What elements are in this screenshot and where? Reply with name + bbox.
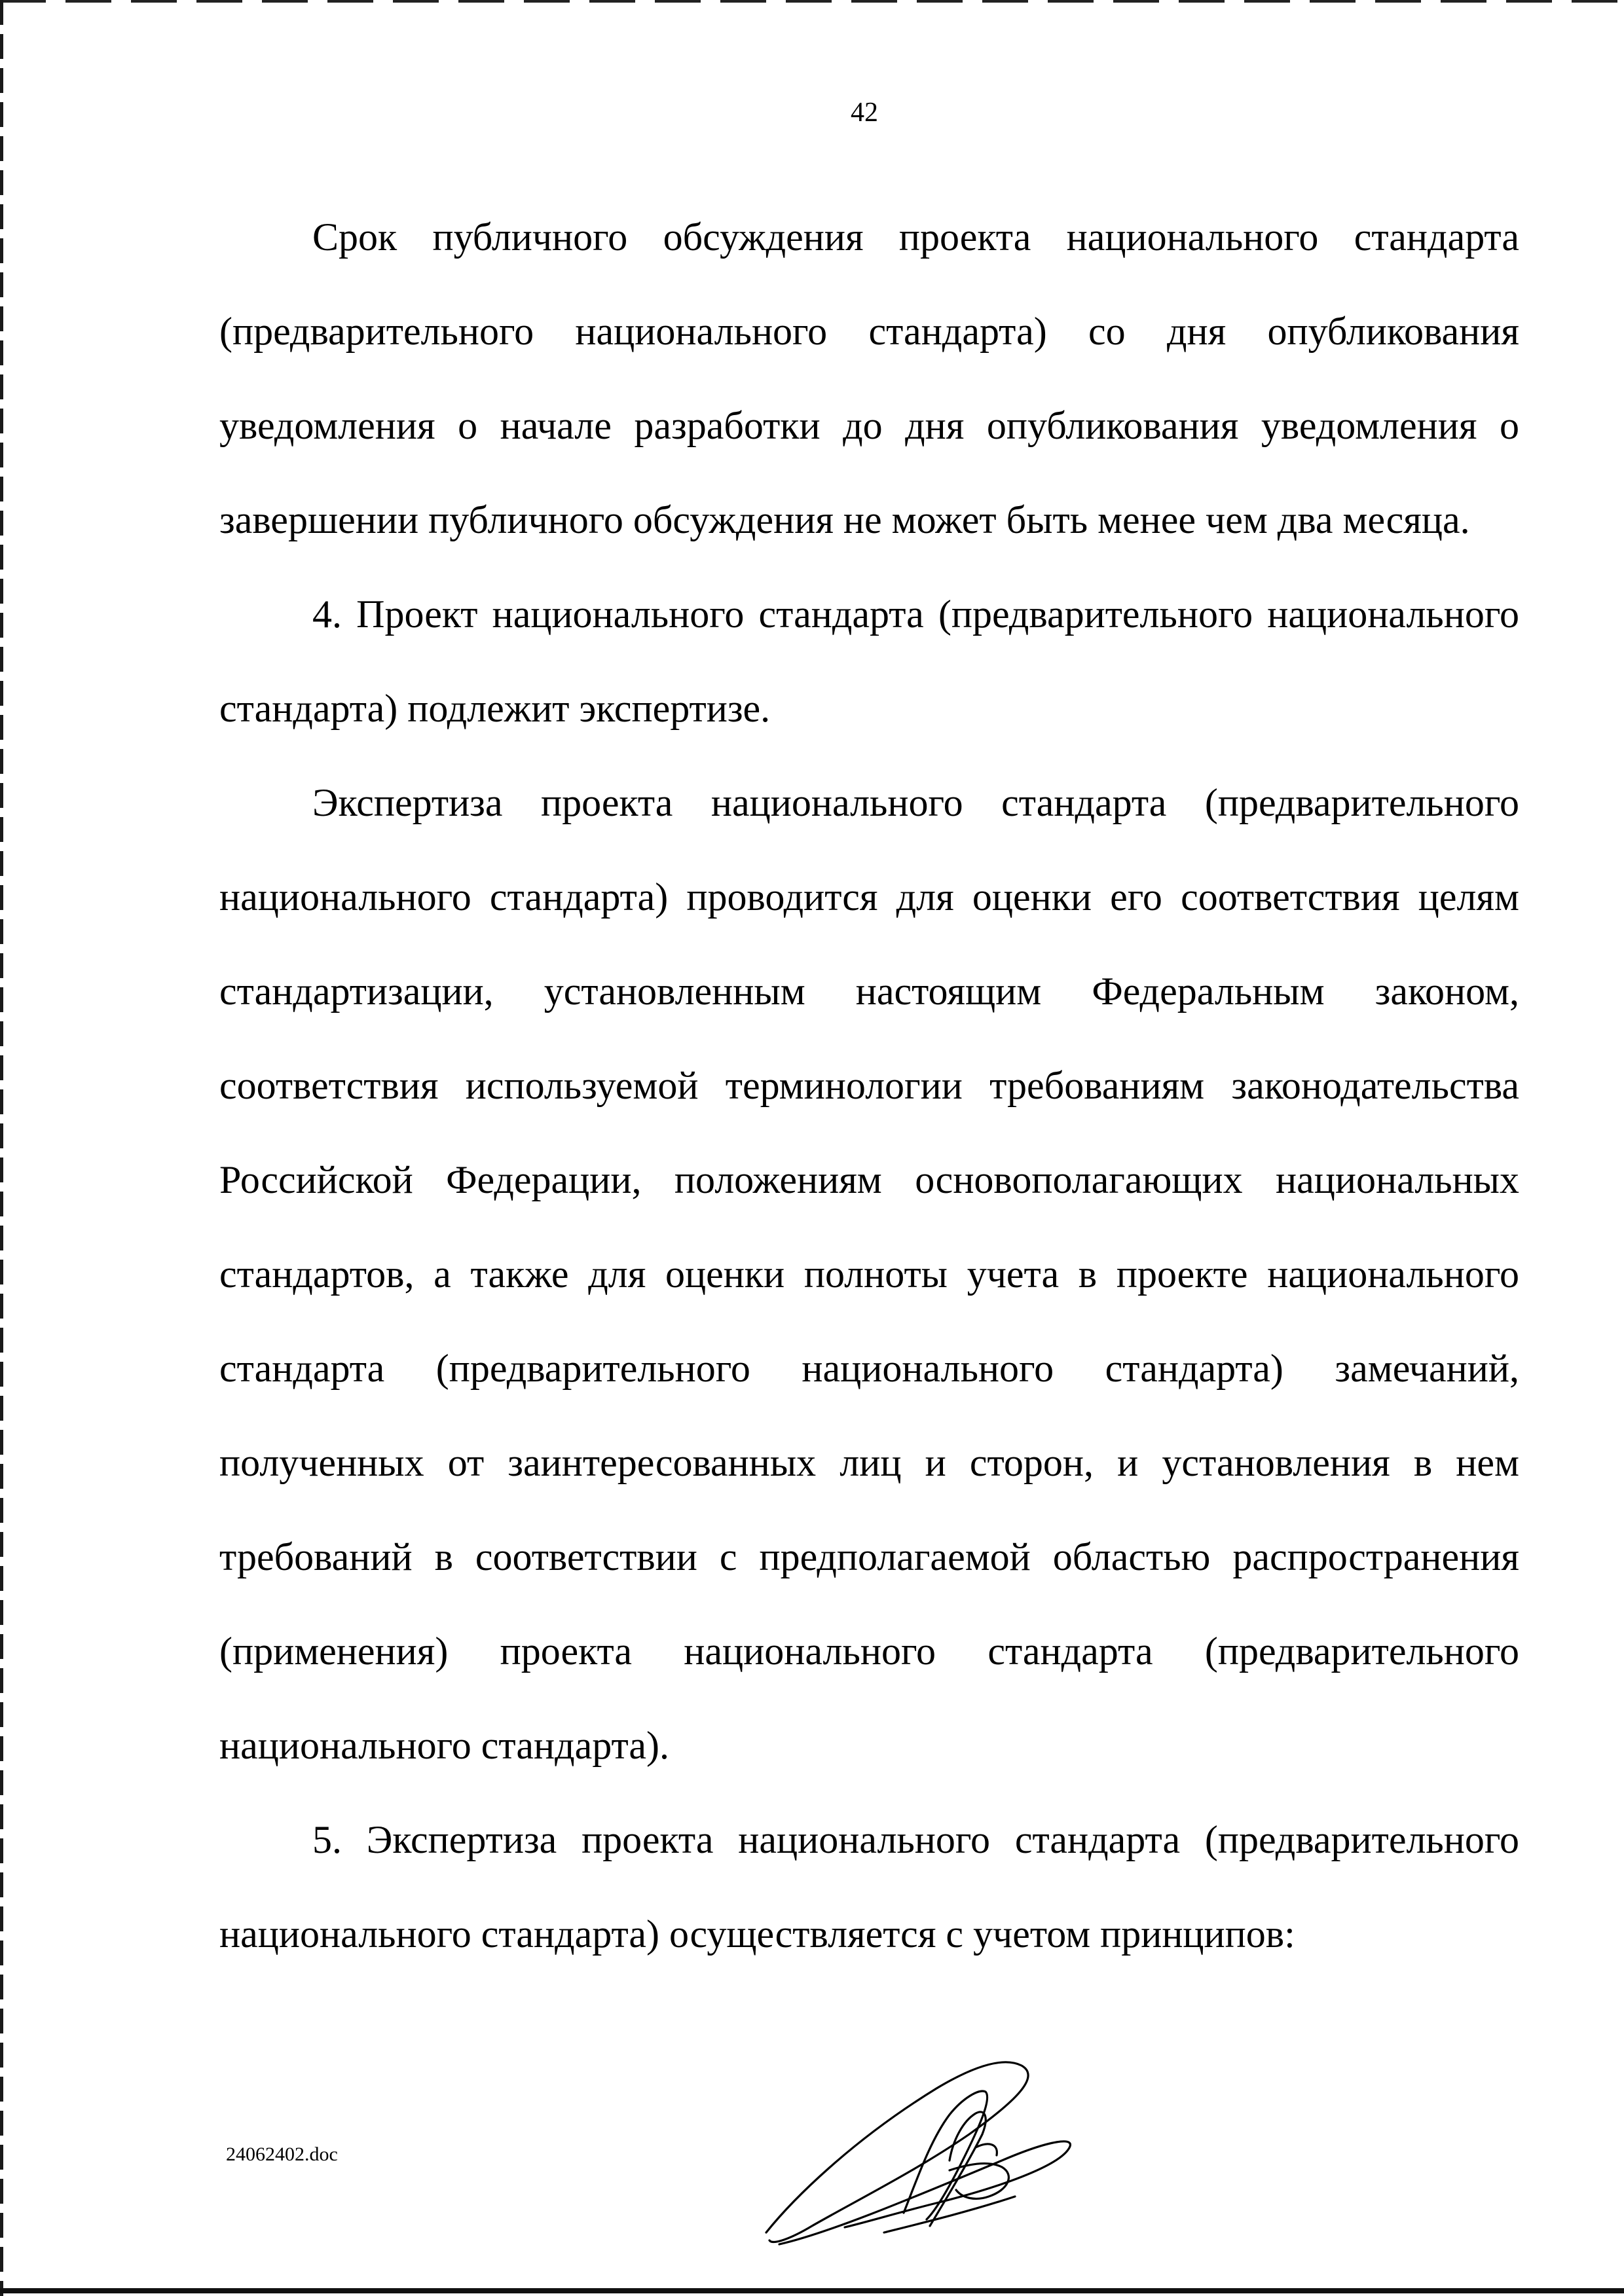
- paragraph-item-4: 4. Проект национального стандарта (предварительного национального стандарта) подлежит экспертизе.: [219, 592, 1519, 730]
- scan-edge-left: [0, 0, 3, 2296]
- page-number: 42: [851, 98, 878, 128]
- footer-file-name: 24062402.doc: [226, 2143, 338, 2165]
- paragraph-discussion-period: Срок публичного обсуждения проекта национального стандарта (предварительного национального стандарта) со дня опубликования уведомления о начале разработки до дня опубликования уведомления о завершении публичного обсуждения не может быть менее чем два месяца.: [219, 215, 1519, 541]
- scan-edge-bottom: [0, 2288, 1624, 2293]
- handwritten-signature-icon: [753, 2036, 1094, 2252]
- paragraph-item-5: 5. Экспертиза проекта национального стандарта (предварительного национального стандарта) осуществляется с учетом принципов:: [219, 1818, 1519, 1956]
- scan-edge-top: [0, 0, 1624, 3]
- paragraph-expertise-purpose: Экспертиза проекта национального стандарта (предварительного национального стандарта) проводится для оценки его соответствия целям стандартизации, установленным настоящим Федеральным законом, соответствия используемой терминологии требованиям законодательства Российской Федерации, положениям основополагающих национальных стандартов, а также для оценки полноты учета в проекте национального стандарта (предварительного национального стандарта) замечаний, полученных от заинтересованных лиц и сторон, и установления в нем требований в соответствии с предполагаемой областью распространения (применения) проекта национального стандарта (предварительного национального стандарта).: [219, 781, 1519, 1767]
- document-body: [219, 190, 1519, 1981]
